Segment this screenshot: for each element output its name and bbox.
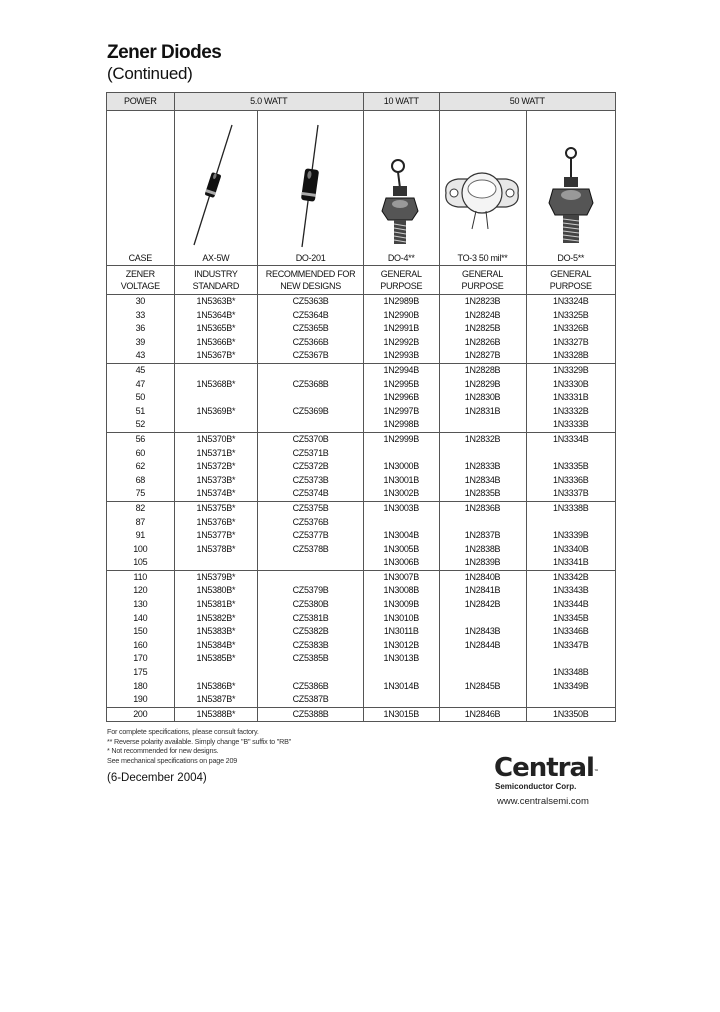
table-cell: 1N2828B [439, 363, 526, 377]
table-cell: 120 [107, 584, 175, 598]
table-cell: 30 [107, 295, 175, 309]
table-cell: 91 [107, 529, 175, 543]
stud-mount-diode-large-icon [543, 143, 599, 251]
case-do5: DO-5** [526, 251, 615, 266]
package-image-do4 [363, 111, 439, 252]
table-cell: 1N2846B [439, 707, 526, 722]
table-row [107, 460, 616, 474]
table-cell: 1N2995B [363, 378, 439, 392]
table-cell: CZ5379B [258, 584, 364, 598]
table-row [107, 556, 616, 570]
stud-mount-diode-icon [376, 156, 426, 251]
table-cell: 51 [107, 405, 175, 419]
table-row [107, 432, 616, 446]
table-cell: 1N5387B* [174, 693, 258, 707]
table-cell: 1N5371B* [174, 447, 258, 461]
table-cell: 1N5370B* [174, 432, 258, 446]
table-cell: 1N3339B [526, 529, 615, 543]
page-subtitle: (Continued) [107, 64, 193, 83]
table-row [107, 693, 616, 707]
table-cell [258, 570, 364, 584]
table-cell: 1N2837B [439, 529, 526, 543]
table-cell: 1N3329B [526, 363, 615, 377]
table-cell: 1N5377B* [174, 529, 258, 543]
table-row [107, 639, 616, 653]
table-cell: 39 [107, 336, 175, 350]
table-row [107, 474, 616, 488]
table-cell: 1N5379B* [174, 570, 258, 584]
footnote: ** Reverse polarity available. Simply change "B" suffix to "RB" [107, 736, 292, 746]
table-cell: 140 [107, 612, 175, 626]
table-cell: 1N3003B [363, 501, 439, 515]
table-cell: 1N2823B [439, 295, 526, 309]
table-cell: 82 [107, 501, 175, 515]
table-cell: 1N2838B [439, 543, 526, 557]
table-cell: 1N2825B [439, 322, 526, 336]
table-row [107, 336, 616, 350]
table-row [107, 666, 616, 680]
table-cell: 1N3338B [526, 501, 615, 515]
footnote: * Not recommended for new designs. [107, 746, 219, 756]
table-cell: 75 [107, 487, 175, 501]
power-group-10w: 10 WATT [363, 93, 439, 111]
table-cell: 56 [107, 432, 175, 446]
table-cell [526, 652, 615, 666]
table-cell: 1N3342B [526, 570, 615, 584]
table-cell: 1N2841B [439, 584, 526, 598]
table-cell: 1N3348B [526, 666, 615, 680]
package-image-ax5w [174, 111, 258, 252]
table-cell [439, 418, 526, 432]
table-cell: 1N2827B [439, 349, 526, 363]
col-zener-voltage: ZENER VOLTAGE [107, 266, 175, 295]
table-cell: CZ5376B [258, 516, 364, 530]
table-cell: 1N3007B [363, 570, 439, 584]
table-cell: 130 [107, 598, 175, 612]
power-label: POWER [107, 93, 175, 111]
table-cell [363, 666, 439, 680]
table-cell: 1N2992B [363, 336, 439, 350]
table-cell: 1N3350B [526, 707, 615, 722]
website-link[interactable]: www.centralsemi.com [497, 796, 589, 807]
package-image-to3 [439, 111, 526, 252]
table-row [107, 570, 616, 584]
table-cell: 175 [107, 666, 175, 680]
table-cell: CZ5378B [258, 543, 364, 557]
table-cell: 1N5372B* [174, 460, 258, 474]
power-header-row [107, 93, 616, 111]
table-cell: 1N3337B [526, 487, 615, 501]
table-cell: 33 [107, 309, 175, 323]
column-header-row [107, 266, 616, 295]
table-cell: 1N3328B [526, 349, 615, 363]
table-cell: 1N3346B [526, 625, 615, 639]
table-cell: 1N5368B* [174, 378, 258, 392]
power-group-50w: 50 WATT [439, 93, 615, 111]
table-cell: 1N3327B [526, 336, 615, 350]
table-cell: 47 [107, 378, 175, 392]
table-cell [174, 556, 258, 570]
table-cell [526, 516, 615, 530]
table-cell: CZ5363B [258, 295, 364, 309]
table-cell: CZ5374B [258, 487, 364, 501]
table-cell [258, 391, 364, 405]
table-cell: 1N2842B [439, 598, 526, 612]
case-to3: TO-3 50 mil** [439, 251, 526, 266]
table-row [107, 598, 616, 612]
table-cell: 180 [107, 680, 175, 694]
table-cell [174, 666, 258, 680]
table-cell: 1N5366B* [174, 336, 258, 350]
table-cell: 1N2994B [363, 363, 439, 377]
table-row [107, 322, 616, 336]
col-industry-standard: INDUSTRY STANDARD [174, 266, 258, 295]
table-cell [363, 516, 439, 530]
table-cell: CZ5386B [258, 680, 364, 694]
table-cell [258, 556, 364, 570]
table-cell [439, 516, 526, 530]
table-cell: 1N5363B* [174, 295, 258, 309]
table-cell: 1N2991B [363, 322, 439, 336]
table-cell: 1N5381B* [174, 598, 258, 612]
table-cell: 1N3013B [363, 652, 439, 666]
table-cell: 1N3349B [526, 680, 615, 694]
table-cell [258, 418, 364, 432]
table-cell: 1N2990B [363, 309, 439, 323]
table-cell: CZ5383B [258, 639, 364, 653]
logo-word: Central [494, 753, 594, 783]
table-cell: CZ5375B [258, 501, 364, 515]
table-cell: 1N3325B [526, 309, 615, 323]
table-cell: CZ5388B [258, 707, 364, 722]
table-cell: 1N3336B [526, 474, 615, 488]
table-cell: 45 [107, 363, 175, 377]
table-cell [363, 447, 439, 461]
table-cell: CZ5371B [258, 447, 364, 461]
table-cell: 1N3006B [363, 556, 439, 570]
table-cell: 1N3002B [363, 487, 439, 501]
table-cell: 1N5383B* [174, 625, 258, 639]
table-cell [526, 693, 615, 707]
table-cell: 1N5375B* [174, 501, 258, 515]
table-cell: 1N3331B [526, 391, 615, 405]
table-cell: 1N2843B [439, 625, 526, 639]
table-cell: 1N3000B [363, 460, 439, 474]
table-cell: 1N3008B [363, 584, 439, 598]
table-row [107, 501, 616, 515]
table-row [107, 418, 616, 432]
zener-diode-table [106, 92, 616, 722]
table-cell: 1N2989B [363, 295, 439, 309]
table-cell: 1N2998B [363, 418, 439, 432]
footnote: See mechanical specifications on page 209 [107, 755, 238, 765]
table-cell: 1N2826B [439, 336, 526, 350]
table-cell: 50 [107, 391, 175, 405]
table-cell: 1N2836B [439, 501, 526, 515]
table-cell: 1N3341B [526, 556, 615, 570]
table-cell: 1N3011B [363, 625, 439, 639]
table-cell: 1N2835B [439, 487, 526, 501]
table-cell: CZ5377B [258, 529, 364, 543]
case-label: CASE [107, 251, 175, 266]
table-cell [439, 666, 526, 680]
table-cell: 1N3012B [363, 639, 439, 653]
col-general-purpose-do5: GENERAL PURPOSE [526, 266, 615, 295]
table-cell: 43 [107, 349, 175, 363]
table-cell: 1N5367B* [174, 349, 258, 363]
table-cell: 1N2839B [439, 556, 526, 570]
table-row [107, 309, 616, 323]
table-cell: 105 [107, 556, 175, 570]
axial-diode-small-icon [186, 121, 246, 251]
logo-subtitle: Semiconductor Corp. [495, 782, 577, 791]
table-row [107, 584, 616, 598]
table-cell: 1N2999B [363, 432, 439, 446]
case-do201: DO-201 [258, 251, 364, 266]
table-cell: CZ5366B [258, 336, 364, 350]
table-cell: CZ5372B [258, 460, 364, 474]
table-cell: CZ5373B [258, 474, 364, 488]
table-cell: 170 [107, 652, 175, 666]
table-cell: 1N2840B [439, 570, 526, 584]
table-cell: 1N2831B [439, 405, 526, 419]
table-row [107, 680, 616, 694]
table-cell: 1N2832B [439, 432, 526, 446]
table-cell: CZ5364B [258, 309, 364, 323]
table-cell: 1N3344B [526, 598, 615, 612]
table-cell: 1N5380B* [174, 584, 258, 598]
table-cell: 1N2833B [439, 460, 526, 474]
table-row [107, 612, 616, 626]
table-row [107, 529, 616, 543]
table-row [107, 487, 616, 501]
axial-diode-large-icon [276, 121, 346, 251]
central-logo [494, 754, 614, 791]
table-cell: 1N2834B [439, 474, 526, 488]
table-cell: CZ5387B [258, 693, 364, 707]
table-cell: 1N3005B [363, 543, 439, 557]
table-cell: 1N3326B [526, 322, 615, 336]
package-image-do5 [526, 111, 615, 252]
table-cell: 1N3004B [363, 529, 439, 543]
case-ax5w: AX-5W [174, 251, 258, 266]
table-cell: 1N5386B* [174, 680, 258, 694]
col-general-purpose-to3: GENERAL PURPOSE [439, 266, 526, 295]
table-cell: 1N2993B [363, 349, 439, 363]
table-row [107, 707, 616, 722]
table-cell: 1N3345B [526, 612, 615, 626]
table-cell: 1N3324B [526, 295, 615, 309]
table-cell: 1N3014B [363, 680, 439, 694]
table-cell: 1N2829B [439, 378, 526, 392]
table-cell: 1N3009B [363, 598, 439, 612]
table-cell [439, 447, 526, 461]
table-cell [439, 693, 526, 707]
table-cell: CZ5367B [258, 349, 364, 363]
table-cell: 1N5376B* [174, 516, 258, 530]
table-row [107, 349, 616, 363]
image-spacer [107, 111, 175, 252]
table-cell: CZ5381B [258, 612, 364, 626]
table-cell [526, 447, 615, 461]
table-cell: 62 [107, 460, 175, 474]
table-row [107, 516, 616, 530]
table-cell: 1N2830B [439, 391, 526, 405]
table-row [107, 391, 616, 405]
table-cell [174, 418, 258, 432]
table-cell: 1N2844B [439, 639, 526, 653]
table-cell: 1N5388B* [174, 707, 258, 722]
table-row [107, 363, 616, 377]
table-row [107, 378, 616, 392]
table-cell [439, 612, 526, 626]
table-row [107, 652, 616, 666]
case-row [107, 251, 616, 266]
table-cell: 1N2824B [439, 309, 526, 323]
col-general-purpose-10w: GENERAL PURPOSE [363, 266, 439, 295]
table-cell [439, 652, 526, 666]
table-cell: 1N2845B [439, 680, 526, 694]
table-cell [174, 363, 258, 377]
case-do4: DO-4** [363, 251, 439, 266]
document-date: (6-December 2004) [107, 772, 207, 784]
table-cell: CZ5370B [258, 432, 364, 446]
to3-package-icon [440, 151, 526, 251]
package-image-row [107, 111, 616, 252]
table-row [107, 543, 616, 557]
table-cell: 110 [107, 570, 175, 584]
table-cell: CZ5368B [258, 378, 364, 392]
logo-trademark: ™ [593, 769, 598, 775]
table-cell: 1N5382B* [174, 612, 258, 626]
table-row [107, 625, 616, 639]
power-group-5w: 5.0 WATT [174, 93, 363, 111]
table-cell: 200 [107, 707, 175, 722]
footnote: For complete specifications, please consult factory. [107, 727, 259, 736]
table-cell: 1N5374B* [174, 487, 258, 501]
table-cell [258, 666, 364, 680]
col-recommended: RECOMMENDED FOR NEW DESIGNS [258, 266, 364, 295]
table-cell: 1N3001B [363, 474, 439, 488]
table-cell: 160 [107, 639, 175, 653]
table-cell: 150 [107, 625, 175, 639]
package-image-do201 [258, 111, 364, 252]
table-cell: 1N5365B* [174, 322, 258, 336]
table-cell: CZ5369B [258, 405, 364, 419]
table-cell: CZ5365B [258, 322, 364, 336]
table-cell: 87 [107, 516, 175, 530]
table-cell: 1N3343B [526, 584, 615, 598]
table-cell [174, 391, 258, 405]
table-cell: 60 [107, 447, 175, 461]
table-cell: 1N3335B [526, 460, 615, 474]
table-cell [258, 363, 364, 377]
table-cell: 1N3015B [363, 707, 439, 722]
table-cell: 36 [107, 322, 175, 336]
table-cell [363, 693, 439, 707]
table-cell: 1N5373B* [174, 474, 258, 488]
table-cell: 100 [107, 543, 175, 557]
table-cell: 1N5364B* [174, 309, 258, 323]
table-cell: 1N5369B* [174, 405, 258, 419]
table-row [107, 295, 616, 309]
table-cell: 1N3347B [526, 639, 615, 653]
table-cell: 1N2997B [363, 405, 439, 419]
table-row [107, 447, 616, 461]
table-cell: 68 [107, 474, 175, 488]
table-cell: 1N3010B [363, 612, 439, 626]
page-title: Zener Diodes [107, 42, 222, 63]
table-cell: 1N3340B [526, 543, 615, 557]
table-cell: 190 [107, 693, 175, 707]
table-cell: 1N2996B [363, 391, 439, 405]
table-cell: CZ5380B [258, 598, 364, 612]
table-cell: CZ5385B [258, 652, 364, 666]
table-cell: 1N5378B* [174, 543, 258, 557]
table-cell: CZ5382B [258, 625, 364, 639]
table-cell: 1N5384B* [174, 639, 258, 653]
footnotes [107, 727, 291, 765]
table-cell: 1N3332B [526, 405, 615, 419]
table-cell: 52 [107, 418, 175, 432]
table-row [107, 405, 616, 419]
table-cell: 1N5385B* [174, 652, 258, 666]
table-cell: 1N3330B [526, 378, 615, 392]
table-cell: 1N3334B [526, 432, 615, 446]
table-cell: 1N3333B [526, 418, 615, 432]
